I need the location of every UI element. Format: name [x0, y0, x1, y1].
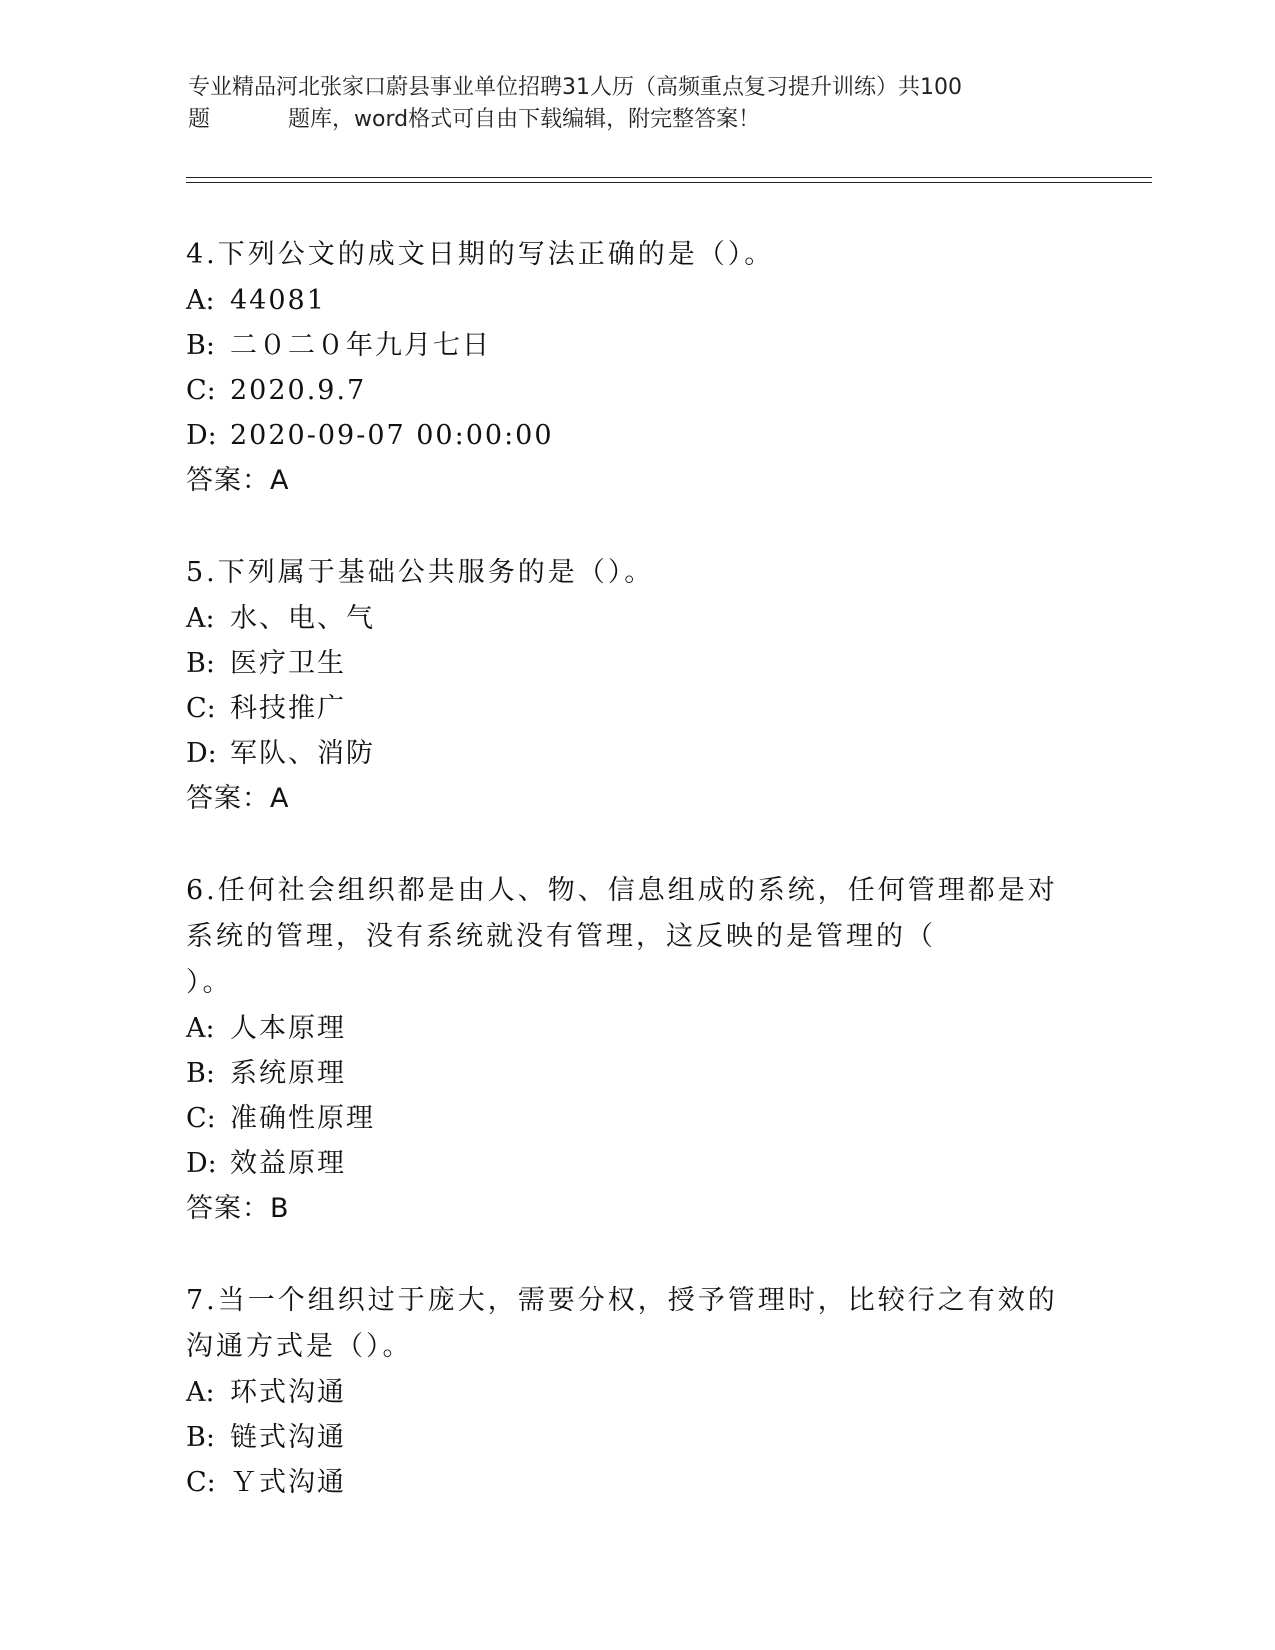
option-key: A:: [186, 1013, 215, 1044]
option-c: [186, 368, 1066, 413]
question-list: [186, 232, 1066, 1551]
option-text: 军队、消防: [230, 738, 375, 769]
option-key: C:: [186, 1103, 216, 1134]
option-text: 链式沟通: [230, 1422, 346, 1453]
question-6: [186, 868, 1066, 1232]
option-text: Ｙ式沟通: [230, 1467, 346, 1498]
option-text: 系统原理: [230, 1058, 346, 1089]
option-text: 水、电、气: [230, 603, 375, 634]
question-4: [186, 232, 1066, 504]
question-5: [186, 550, 1066, 822]
option-text: 2020.9.7: [230, 375, 367, 406]
option-key: B:: [186, 330, 215, 361]
option-text: 人本原理: [230, 1013, 346, 1044]
answer-line: [186, 776, 1066, 822]
answer-label: 答案：: [186, 465, 270, 496]
option-d: [186, 1141, 1066, 1186]
option-key: B:: [186, 1422, 215, 1453]
option-text: 准确性原理: [230, 1103, 375, 1134]
question-stem-part-1: 6.任何社会组织都是由人、物、信息组成的系统，任何管理都是对系统的管理，没有系统就没有管理，这反映的是管理的（: [186, 875, 1058, 952]
option-d: [186, 413, 1066, 458]
option-key: B:: [186, 1058, 215, 1089]
option-text: 44081: [230, 285, 326, 316]
option-text: 科技推广: [230, 693, 346, 724]
option-c: [186, 1096, 1066, 1141]
option-text: 医疗卫生: [230, 648, 346, 679]
answer-label: 答案：: [186, 1193, 270, 1224]
option-b: [186, 1415, 1066, 1460]
option-text: 2020-09-07 00:00:00: [230, 420, 554, 451]
answer-value: A: [270, 465, 289, 496]
question-7: [186, 1278, 1066, 1505]
option-a: [186, 278, 1066, 323]
question-stem: 5.下列属于基础公共服务的是（）。: [186, 557, 655, 588]
document-header: [188, 72, 1088, 136]
option-a: [186, 1006, 1066, 1051]
option-key: A:: [186, 603, 215, 634]
option-key: A:: [186, 285, 215, 316]
option-c: [186, 1460, 1066, 1505]
option-key: C:: [186, 1467, 216, 1498]
question-stem: [186, 868, 1066, 1006]
option-key: C:: [186, 693, 216, 724]
option-text: 二０二０年九月七日: [230, 330, 491, 361]
option-key: A:: [186, 1377, 215, 1408]
option-c: [186, 686, 1066, 731]
option-b: [186, 323, 1066, 368]
header-divider-bottom: [186, 182, 1152, 183]
question-stem-part-2: ）。: [186, 967, 233, 998]
option-a: [186, 1370, 1066, 1415]
header-title-line-2-head: 题: [188, 107, 211, 132]
option-key: D:: [186, 738, 217, 769]
answer-label: 答案：: [186, 783, 270, 814]
answer-line: [186, 458, 1066, 504]
question-stem: 7.当一个组织过于庞大，需要分权，授予管理时，比较行之有效的沟通方式是（）。: [186, 1285, 1058, 1362]
option-key: D:: [186, 420, 217, 451]
option-b: [186, 641, 1066, 686]
option-key: B:: [186, 648, 215, 679]
question-stem: 4.下列公文的成文日期的写法正确的是（）。: [186, 239, 775, 270]
header-title-line-2-tail: 题库，word格式可自由下载编辑，附完整答案！: [288, 107, 761, 132]
answer-value: A: [270, 783, 289, 814]
answer-value: B: [270, 1193, 289, 1224]
answer-line: [186, 1186, 1066, 1232]
option-a: [186, 596, 1066, 641]
option-d: [186, 731, 1066, 776]
option-text: 环式沟通: [230, 1377, 346, 1408]
option-key: C:: [186, 375, 216, 406]
option-text: 效益原理: [230, 1148, 346, 1179]
option-b: [186, 1051, 1066, 1096]
option-key: D:: [186, 1148, 217, 1179]
header-divider-top: [186, 177, 1152, 178]
header-title-line-1: 专业精品河北张家口蔚县事业单位招聘31人历（高频重点复习提升训练）共100: [188, 75, 962, 100]
header-title-line-2: [188, 104, 1088, 136]
